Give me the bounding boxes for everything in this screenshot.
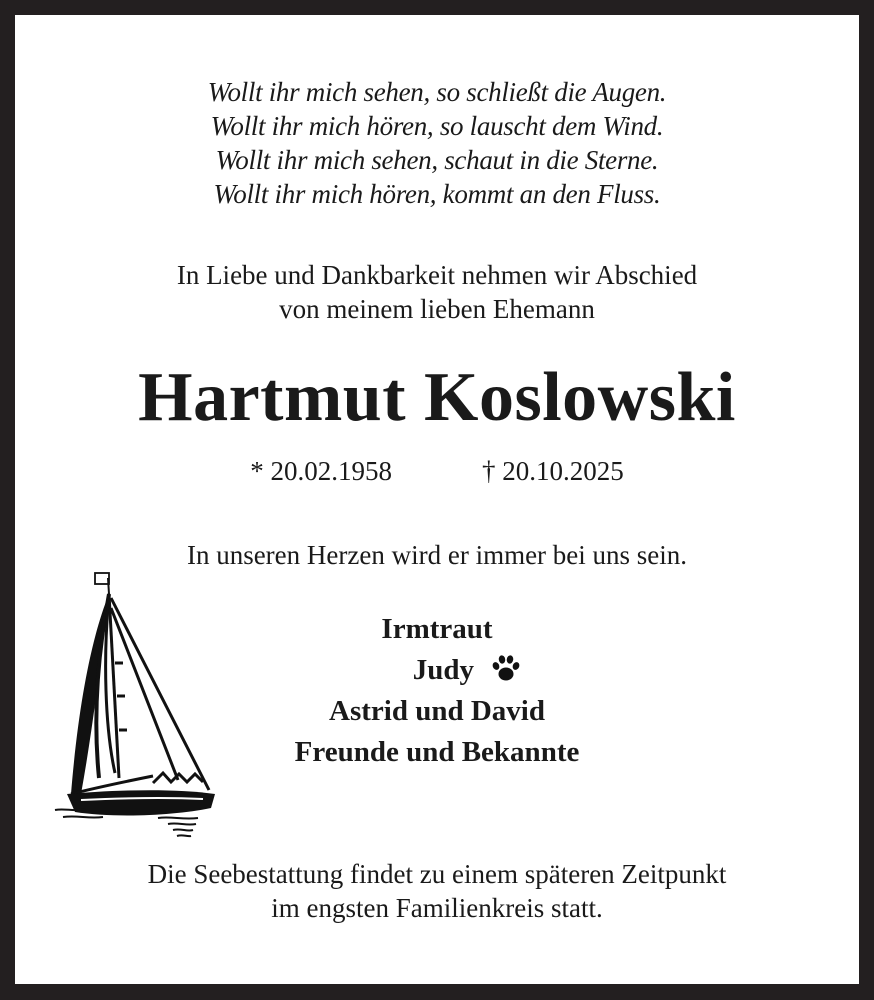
obituary-card (15, 15, 859, 984)
mourner: Judy (412, 654, 474, 686)
poem-line: Wollt ihr mich hören, kommt an den Fluss. (213, 179, 661, 209)
intro-line: von meinem lieben Ehemann (279, 294, 595, 324)
motto: In unseren Herzen wird er immer bei uns sein. (186, 540, 688, 570)
poem-line: Wollt ihr mich sehen, so schließt die Augen. (207, 77, 667, 107)
deceased-name: Hartmut Koslowski (138, 359, 736, 436)
intro-line: In Liebe und Dankbarkeit nehmen wir Abschied (176, 260, 698, 290)
poem (15, 75, 859, 211)
poem-line: Wollt ihr mich hören, so lauscht dem Wind. (210, 111, 664, 141)
funeral-notice (15, 857, 859, 925)
birth-date: * 20.02.1958 (250, 456, 392, 486)
mourners-list (15, 609, 859, 773)
mourner-with-pet (45, 650, 874, 691)
footer-line: im engsten Familienkreis statt. (271, 893, 603, 923)
mourner: Astrid und David (329, 695, 545, 727)
mourner: Irmtraut (381, 613, 493, 645)
footer-line: Die Seebestattung findet zu einem späteren Zeitpunkt (147, 859, 727, 889)
intro-text (15, 258, 859, 326)
paw-print-icon (491, 653, 521, 683)
mourner: Freunde und Bekannte (294, 736, 580, 768)
life-dates (15, 453, 859, 489)
poem-line: Wollt ihr mich sehen, schaut in die Sterne. (215, 145, 659, 175)
death-date: † 20.10.2025 (482, 456, 624, 486)
